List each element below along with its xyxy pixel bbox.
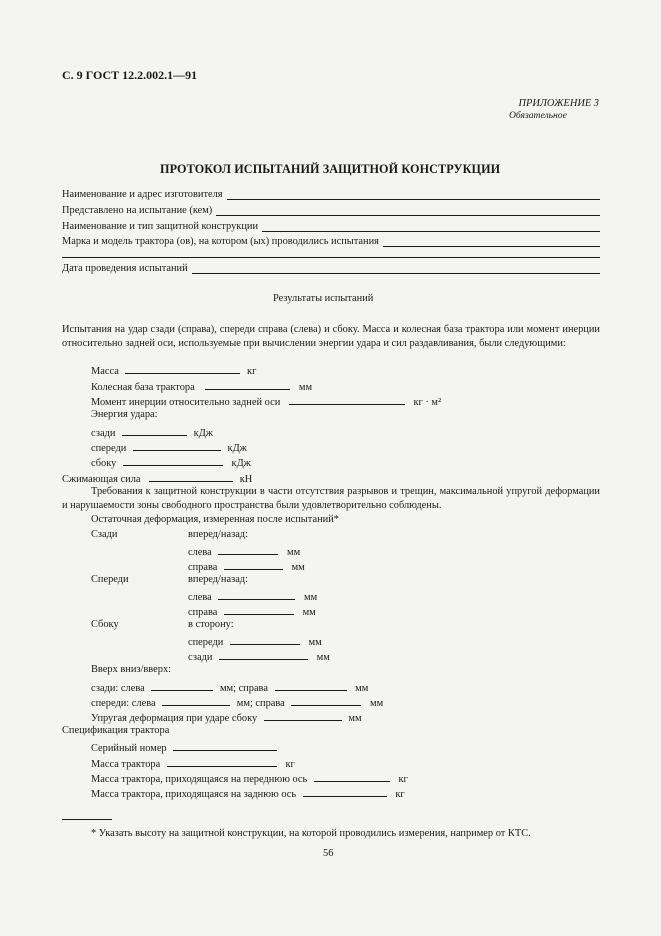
elastic-label: Упругая деформация при ударе сбоку xyxy=(91,713,258,724)
vertical-front-left-blank[interactable] xyxy=(162,696,230,706)
footnote: * Указать высоту на защитной конструкции, на которой проводились измерения, например от КТС. xyxy=(91,828,531,839)
side-front-blank[interactable] xyxy=(230,635,300,645)
rear-fwd-back-label: вперед/назад: xyxy=(188,529,248,540)
vertical-rear-right-blank[interactable] xyxy=(275,681,347,691)
deformation-rear-label: Сзади xyxy=(91,529,118,540)
manufacturer-field[interactable] xyxy=(62,190,600,200)
vertical-front-right-blank[interactable] xyxy=(291,696,361,706)
rear-right-blank[interactable] xyxy=(224,560,283,570)
appendix-status: Обязательное xyxy=(509,110,567,121)
serial-row xyxy=(91,741,277,754)
inertia-unit: кг · м² xyxy=(413,397,442,408)
footnote-rule xyxy=(62,819,112,820)
vertical-front-left-label: спереди: слева xyxy=(91,698,156,709)
rear-left-label: слева xyxy=(188,547,212,558)
rear-right-label: справа xyxy=(188,562,218,573)
front-right-label: справа xyxy=(188,607,218,618)
protocol-title: ПРОТОКОЛ ИСПЫТАНИЙ ЗАЩИТНОЙ КОНСТРУКЦИИ xyxy=(160,162,501,176)
energy-front-blank[interactable] xyxy=(133,441,221,451)
serial-blank[interactable] xyxy=(173,741,277,751)
front-axle-unit: кг xyxy=(398,774,408,785)
impact-energy-label: Энергия удара: xyxy=(91,409,158,420)
serial-label: Серийный номер xyxy=(91,743,167,754)
energy-front-row xyxy=(91,441,247,454)
energy-side-row xyxy=(91,456,251,469)
inertia-row xyxy=(91,395,441,408)
energy-side-blank[interactable] xyxy=(123,456,223,466)
results-heading: Результаты испытаний xyxy=(273,293,374,304)
requirements-paragraph: Требования к защитной конструкции в части отсутствия разрывов и трещин, максимальной упругой деформации и нарушаемости зоны свободного пространства были удовлетворительно соблюдены. xyxy=(62,486,600,511)
vertical-rear-row xyxy=(91,681,368,694)
vertical-rear-left-label: сзади: слева xyxy=(91,683,145,694)
rear-axle-unit: кг xyxy=(395,789,405,800)
elastic-blank[interactable] xyxy=(264,711,342,721)
wheelbase-blank[interactable] xyxy=(205,380,290,390)
vertical-heading: Вверх вниз/вверх: xyxy=(91,664,172,675)
energy-rear-row xyxy=(91,426,213,439)
rear-right-row xyxy=(188,560,305,573)
rear-left-unit: мм xyxy=(287,547,301,558)
crush-force-blank[interactable] xyxy=(149,472,233,482)
vertical-front-unit: мм xyxy=(370,698,384,709)
inertia-label: Момент инерции относительно задней оси xyxy=(91,397,281,408)
structure-type-field[interactable] xyxy=(62,222,600,232)
vertical-rear-right-label: мм; справа xyxy=(219,683,268,694)
crush-force-unit: кН xyxy=(239,474,253,485)
front-right-unit: мм xyxy=(302,607,316,618)
front-left-label: слева xyxy=(188,592,212,603)
vertical-front-row xyxy=(91,696,383,709)
front-axle-blank[interactable] xyxy=(314,772,390,782)
rear-left-row xyxy=(188,545,300,558)
crush-force-row xyxy=(62,472,252,485)
wheelbase-unit: мм xyxy=(298,382,313,393)
elastic-unit: мм xyxy=(348,713,362,724)
front-right-row xyxy=(188,605,316,618)
rear-left-blank[interactable] xyxy=(218,545,278,555)
crush-force-label: Сжимающая сила xyxy=(62,474,141,485)
vertical-front-right-label: мм; справа xyxy=(236,698,285,709)
side-front-label: спереди xyxy=(188,637,224,648)
test-date-label: Дата проведения испытаний xyxy=(62,263,188,274)
manufacturer-label: Наименование и адрес изготовителя xyxy=(62,189,223,200)
running-head: С. 9 ГОСТ 12.2.002.1—91 xyxy=(62,68,198,82)
side-rear-label: сзади xyxy=(188,652,213,663)
structure-type-label: Наименование и тип защитной конструкции xyxy=(62,221,259,232)
mass-label: Масса xyxy=(91,366,119,377)
energy-side-label: сбоку xyxy=(91,458,117,469)
submitted-by-label: Представлено на испытание (кем) xyxy=(62,205,213,216)
rear-right-unit: мм xyxy=(291,562,305,573)
vertical-rear-unit: мм xyxy=(355,683,369,694)
side-rear-unit: мм xyxy=(316,652,330,663)
spec-mass-row xyxy=(91,757,295,770)
elastic-row xyxy=(91,711,362,724)
energy-rear-unit: кДж xyxy=(193,428,213,439)
submitted-by-field[interactable] xyxy=(62,206,600,216)
front-left-unit: мм xyxy=(304,592,318,603)
side-front-unit: мм xyxy=(308,637,322,648)
spec-mass-label: Масса трактора xyxy=(91,759,161,770)
appendix-label: ПРИЛОЖЕНИЕ 3 xyxy=(518,98,599,109)
intro-paragraph: Испытания на удар сзади (справа), спереди справа (слева) и сбоку. Масса и колесная база трактора или момент инерции относительно задней оси, используемые при вычислении энергии удара и сил раздавливания, были следующими: xyxy=(62,324,600,349)
side-rear-row xyxy=(188,650,330,663)
rear-axle-row xyxy=(91,787,405,800)
page-number: 56 xyxy=(323,848,334,859)
energy-front-label: спереди xyxy=(91,443,127,454)
side-to-side-label: в сторону: xyxy=(188,619,234,630)
side-front-row xyxy=(188,635,322,648)
wheelbase-label: Колесная база трактора xyxy=(91,382,195,393)
deformation-heading: Остаточная деформация, измеренная после испытаний* xyxy=(91,514,339,525)
spec-mass-unit: кг xyxy=(285,759,295,770)
rear-axle-blank[interactable] xyxy=(303,787,387,797)
tractor-model-field[interactable] xyxy=(62,237,600,247)
side-rear-blank[interactable] xyxy=(219,650,308,660)
vertical-rear-left-blank[interactable] xyxy=(151,681,213,691)
spec-mass-blank[interactable] xyxy=(167,757,277,767)
mass-row xyxy=(91,364,256,377)
wheelbase-row xyxy=(91,380,312,393)
tractor-model-extra-line[interactable] xyxy=(62,257,600,258)
energy-rear-blank[interactable] xyxy=(122,426,187,436)
inertia-blank[interactable] xyxy=(289,395,405,405)
deformation-side-label: Сбоку xyxy=(91,619,119,630)
deformation-front-label: Спереди xyxy=(91,574,129,585)
mass-blank[interactable] xyxy=(125,364,240,374)
front-axle-label: Масса трактора, приходящаяся на переднюю ось xyxy=(91,774,308,785)
spec-heading: Спецификация трактора xyxy=(62,725,170,736)
energy-side-unit: кДж xyxy=(231,458,251,469)
energy-rear-label: сзади xyxy=(91,428,116,439)
energy-front-unit: кДж xyxy=(227,443,247,454)
front-left-blank[interactable] xyxy=(218,590,295,600)
front-axle-row xyxy=(91,772,408,785)
mass-unit: кг xyxy=(247,366,257,377)
rear-axle-label: Масса трактора, приходящаяся на заднюю ось xyxy=(91,789,297,800)
front-left-row xyxy=(188,590,317,603)
front-fwd-back-label: вперед/назад: xyxy=(188,574,248,585)
test-date-field[interactable] xyxy=(62,264,600,274)
front-right-blank[interactable] xyxy=(224,605,294,615)
tractor-model-label: Марка и модель трактора (ов), на котором (ых) проводились испытания xyxy=(62,236,379,247)
